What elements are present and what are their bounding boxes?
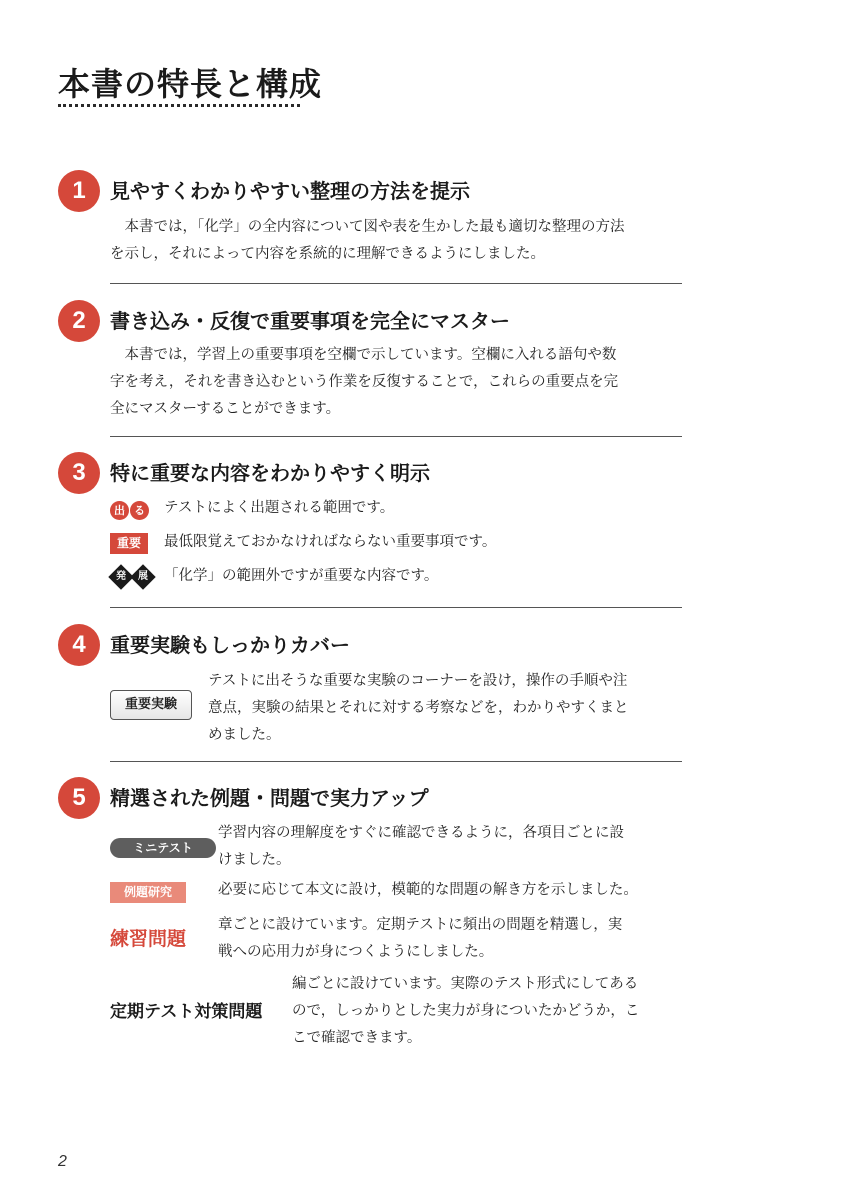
page-number: 2 <box>58 1153 67 1170</box>
section-number-badge: 4 <box>58 624 100 666</box>
section-title: 精選された例題・問題で実力アップ <box>110 786 429 810</box>
item-description-line: 章ごとに設けています。定期テストに頻出の問題を精選し，実 <box>218 917 623 933</box>
item-description-line: 必要に応じて本文に設け，模範的な問題の解き方を示しました。 <box>218 882 638 898</box>
section-divider <box>110 283 682 284</box>
section-divider <box>110 436 682 437</box>
teiki-test-label: 定期テスト対策問題 <box>110 1002 263 1022</box>
section-5 <box>58 777 682 1046</box>
section-body-line: テストに出そうな重要な実験のコーナーを設け，操作の手順や注 <box>208 673 628 689</box>
badge-description: テストによく出題される範囲です。 <box>164 500 395 516</box>
badge-row <box>110 566 439 590</box>
section-divider <box>110 761 682 762</box>
section-number-badge: 3 <box>58 452 100 494</box>
section-1 <box>58 170 682 262</box>
section-3 <box>58 452 682 584</box>
badge-description: 最低限覚えておかなければならない重要事項です。 <box>164 534 497 550</box>
section-body-line: 字を考え，それを書き込むという作業を反復することで，これらの重要点を完 <box>110 374 619 390</box>
badge-description: 「化学」の範囲外ですが重要な内容です。 <box>164 568 439 584</box>
section-number-badge: 2 <box>58 300 100 342</box>
section-body-line: を示し，それによって内容を系統的に理解できるようにしました。 <box>110 246 545 262</box>
title-dotted-underline <box>58 104 300 107</box>
item-description-line: 学習内容の理解度をすぐに確認できるように，各項目ごとに設 <box>218 825 624 841</box>
item-description-line: 戦への応用力が身につくようにしました。 <box>218 944 494 960</box>
juyo-badge: 重要 <box>110 533 148 554</box>
section-2 <box>58 300 682 417</box>
section-4 <box>58 624 682 743</box>
item-description-line: ので，しっかりとした実力が身についたかどうか，こ <box>292 1003 640 1019</box>
section-title: 書き込み・反復で重要事項を完全にマスター <box>110 309 510 333</box>
section-body-line: 全にマスターすることができます。 <box>110 401 341 417</box>
section-body-line: めました。 <box>208 727 281 743</box>
section-title: 重要実験もしっかりカバー <box>110 633 350 657</box>
section-number-badge: 1 <box>58 170 100 212</box>
badge-row <box>110 499 395 520</box>
section-body-line: 意点，実験の結果とそれに対する考察などを，わかりやすくまと <box>208 700 629 716</box>
reidai-kenkyu-badge: 例題研究 <box>110 882 186 903</box>
mini-test-badge: ミニテスト <box>110 838 216 858</box>
section-title: 見やすくわかりやすい整理の方法を提示 <box>110 179 470 203</box>
section-body-line: 本書では，「化学」の全内容について図や表を生かした最も適切な整理の方法 <box>124 219 625 235</box>
juyo-jikken-badge: 重要実験 <box>110 690 192 720</box>
item-description-line: 編ごとに設けています。実際のテスト形式にしてある <box>292 976 639 992</box>
renshu-mondai-label: 練習問題 <box>110 928 187 950</box>
section-title: 特に重要な内容をわかりやすく明示 <box>110 461 430 485</box>
item-description-line: けました。 <box>218 852 291 868</box>
item-description-line: こで確認できます。 <box>292 1030 422 1046</box>
badge-row <box>110 532 497 554</box>
section-divider <box>110 607 682 608</box>
section-number-badge: 5 <box>58 777 100 819</box>
hatten-badge: 発 展 <box>110 566 154 588</box>
page-title: 本書の特長と構成 <box>58 65 323 103</box>
deru-badge: 出 る <box>110 501 149 520</box>
section-body-line: 本書では，学習上の重要事項を空欄で示しています。空欄に入れる語句や数 <box>124 347 617 363</box>
